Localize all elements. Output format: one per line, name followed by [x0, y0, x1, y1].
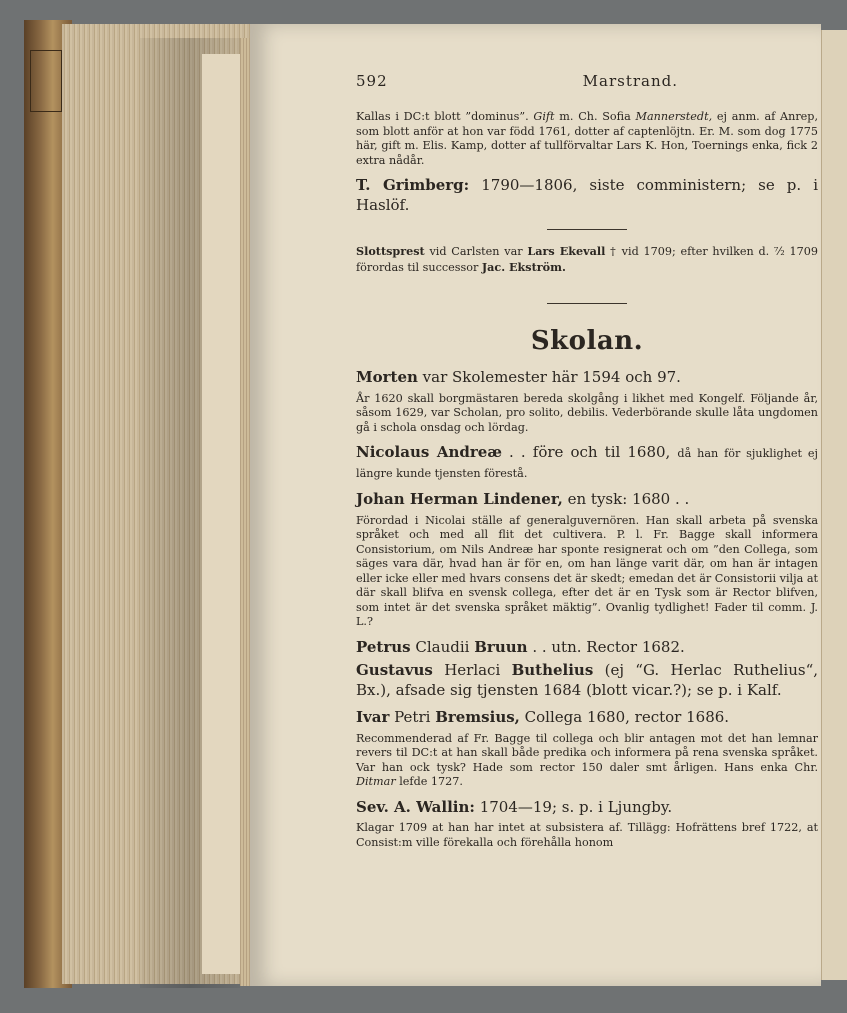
nicolaus-entry: Nicolaus Andreæ . . före och til 1680, då han för sjuklighet ej längre kunde tjensten förestå.: [356, 443, 818, 480]
page-number: 592: [356, 72, 388, 90]
page-header: [356, 72, 818, 90]
section-heading-skolan: Skolan.: [530, 326, 644, 356]
kallas-paragraph: Kallas i DC:t blott ”dominus”. Gift m. Ch. Sofia Mannerstedt, ej anm. af Anrep, som blott anför at hon var född 1761, dotter af captenlöjtn. Er. M. som dog 1775 här, gift m. Elis. Kamp, dotter af tullförvaltar Lars K. Hon, Toernings enka, fick 2 extra nådår.: [356, 110, 819, 167]
slottsprest-title: Slottsprest: [356, 244, 425, 258]
bruun-name: Bruun: [474, 637, 528, 656]
petrus-entry: Petrus Claudii Bruun . . utn. Rector 1682.: [356, 637, 685, 656]
wallin-name: Sev. A. Wallin:: [356, 797, 475, 816]
nicolaus-name: Nicolaus Andreæ: [356, 443, 502, 461]
running-title: Marstrand.: [582, 72, 678, 90]
johan-detail: Förordad i Nicolai ställe af generalguvernören. Han skall arbeta på svenska språket och med all flit det cultivera. P. l. Fr. Bagge skall informera Consistorium, om Nils Andreæ har sponte resignerat och om ”den Collega, som säges vara där, hvad han är för en, om han länge varit där, om han är intagen eller icke eller med hvars consens det är skedt; emedan det är Consistorii vilja at där skall blifva en svensk collega, efter det är en Tysk som är Rector blifven, som intet är det svenska språket mäktig”. Ovanlig tydlighet! Fader til comm. J. L.?: [356, 513, 818, 628]
ditmar-name: Ditmar: [356, 775, 396, 788]
grimberg-entry: T. Grimberg: 1790—1806, siste comministern; se p. i Haslöf.: [356, 176, 818, 214]
grimberg-name: T. Grimberg:: [356, 176, 470, 194]
wallin-entry: Sev. A. Wallin: 1704—19; s. p. i Ljungby.: [356, 797, 673, 816]
mannerstedt-name: Mannerstedt,: [635, 110, 713, 123]
buthelius-name: Buthelius: [511, 661, 594, 679]
gustavus-name: Gustavus: [356, 661, 433, 679]
section-divider-1: [547, 229, 627, 230]
jac-ekstrom-name: Jac. Ekström.: [481, 259, 566, 274]
gift-word: Gift: [533, 110, 555, 123]
johan-entry: Johan Herman Lindener, en tysk: 1680 . .: [356, 490, 690, 508]
petrus-name: Petrus: [356, 637, 411, 656]
gustavus-entry: Gustavus Herlaci Buthelius (ej “G. Herlac Ruthelius“, Bx.), afsade sig tjensten 1684 (blott vicar.?); se p. i Kalf.: [356, 661, 818, 699]
page-block-edge: [62, 24, 280, 984]
morten-detail: År 1620 skall borgmästaren bereda skolgång i likhet med Kongelf. Följande år, såsom 1629, var Scholan, pro solito, debilis. Vederbörande skulle låta ungdomen gå i schola onsdag och lördag.: [356, 391, 818, 434]
ivar-name: Ivar: [356, 708, 390, 726]
johan-name: Johan Herman Lindener,: [356, 490, 563, 508]
cover-label-frame: [30, 50, 62, 112]
lars-ekevall-name: Lars Ekevall: [527, 244, 606, 258]
ivar-entry: Ivar Petri Bremsius, Collega 1680, rector 1686.: [356, 708, 730, 726]
bremsius-name: Bremsius,: [435, 708, 520, 726]
slottsprest-paragraph: Slottsprest vid Carlsten var Lars Ekevall † vid 1709; efter hvilken d. ⁷⁄₂ 1709 förordas til successor Jac. Ekström.: [356, 244, 818, 274]
section-divider-2: [547, 303, 627, 304]
next-page-edge: [821, 30, 847, 980]
morten-name: Morten: [356, 368, 418, 386]
wallin-detail: Klagar 1709 at han har intet at subsistera af. Tillägg: Hofrättens bref 1722, at Consist:m ville förekalla och förehålla honom: [356, 821, 818, 849]
page-text: [356, 72, 818, 850]
morten-entry: Morten var Skolemester här 1594 och 97.: [356, 368, 681, 386]
ivar-detail: Recommenderad af Fr. Bagge til collega och blir antagen mot det han lemnar revers til DC:t at han skall både predika och informera på rena svenska språket. Var han ock tysk? Hade som rector 150 daler smt årligen. Hans enka Chr. Ditmar lefde 1727.: [356, 731, 818, 788]
